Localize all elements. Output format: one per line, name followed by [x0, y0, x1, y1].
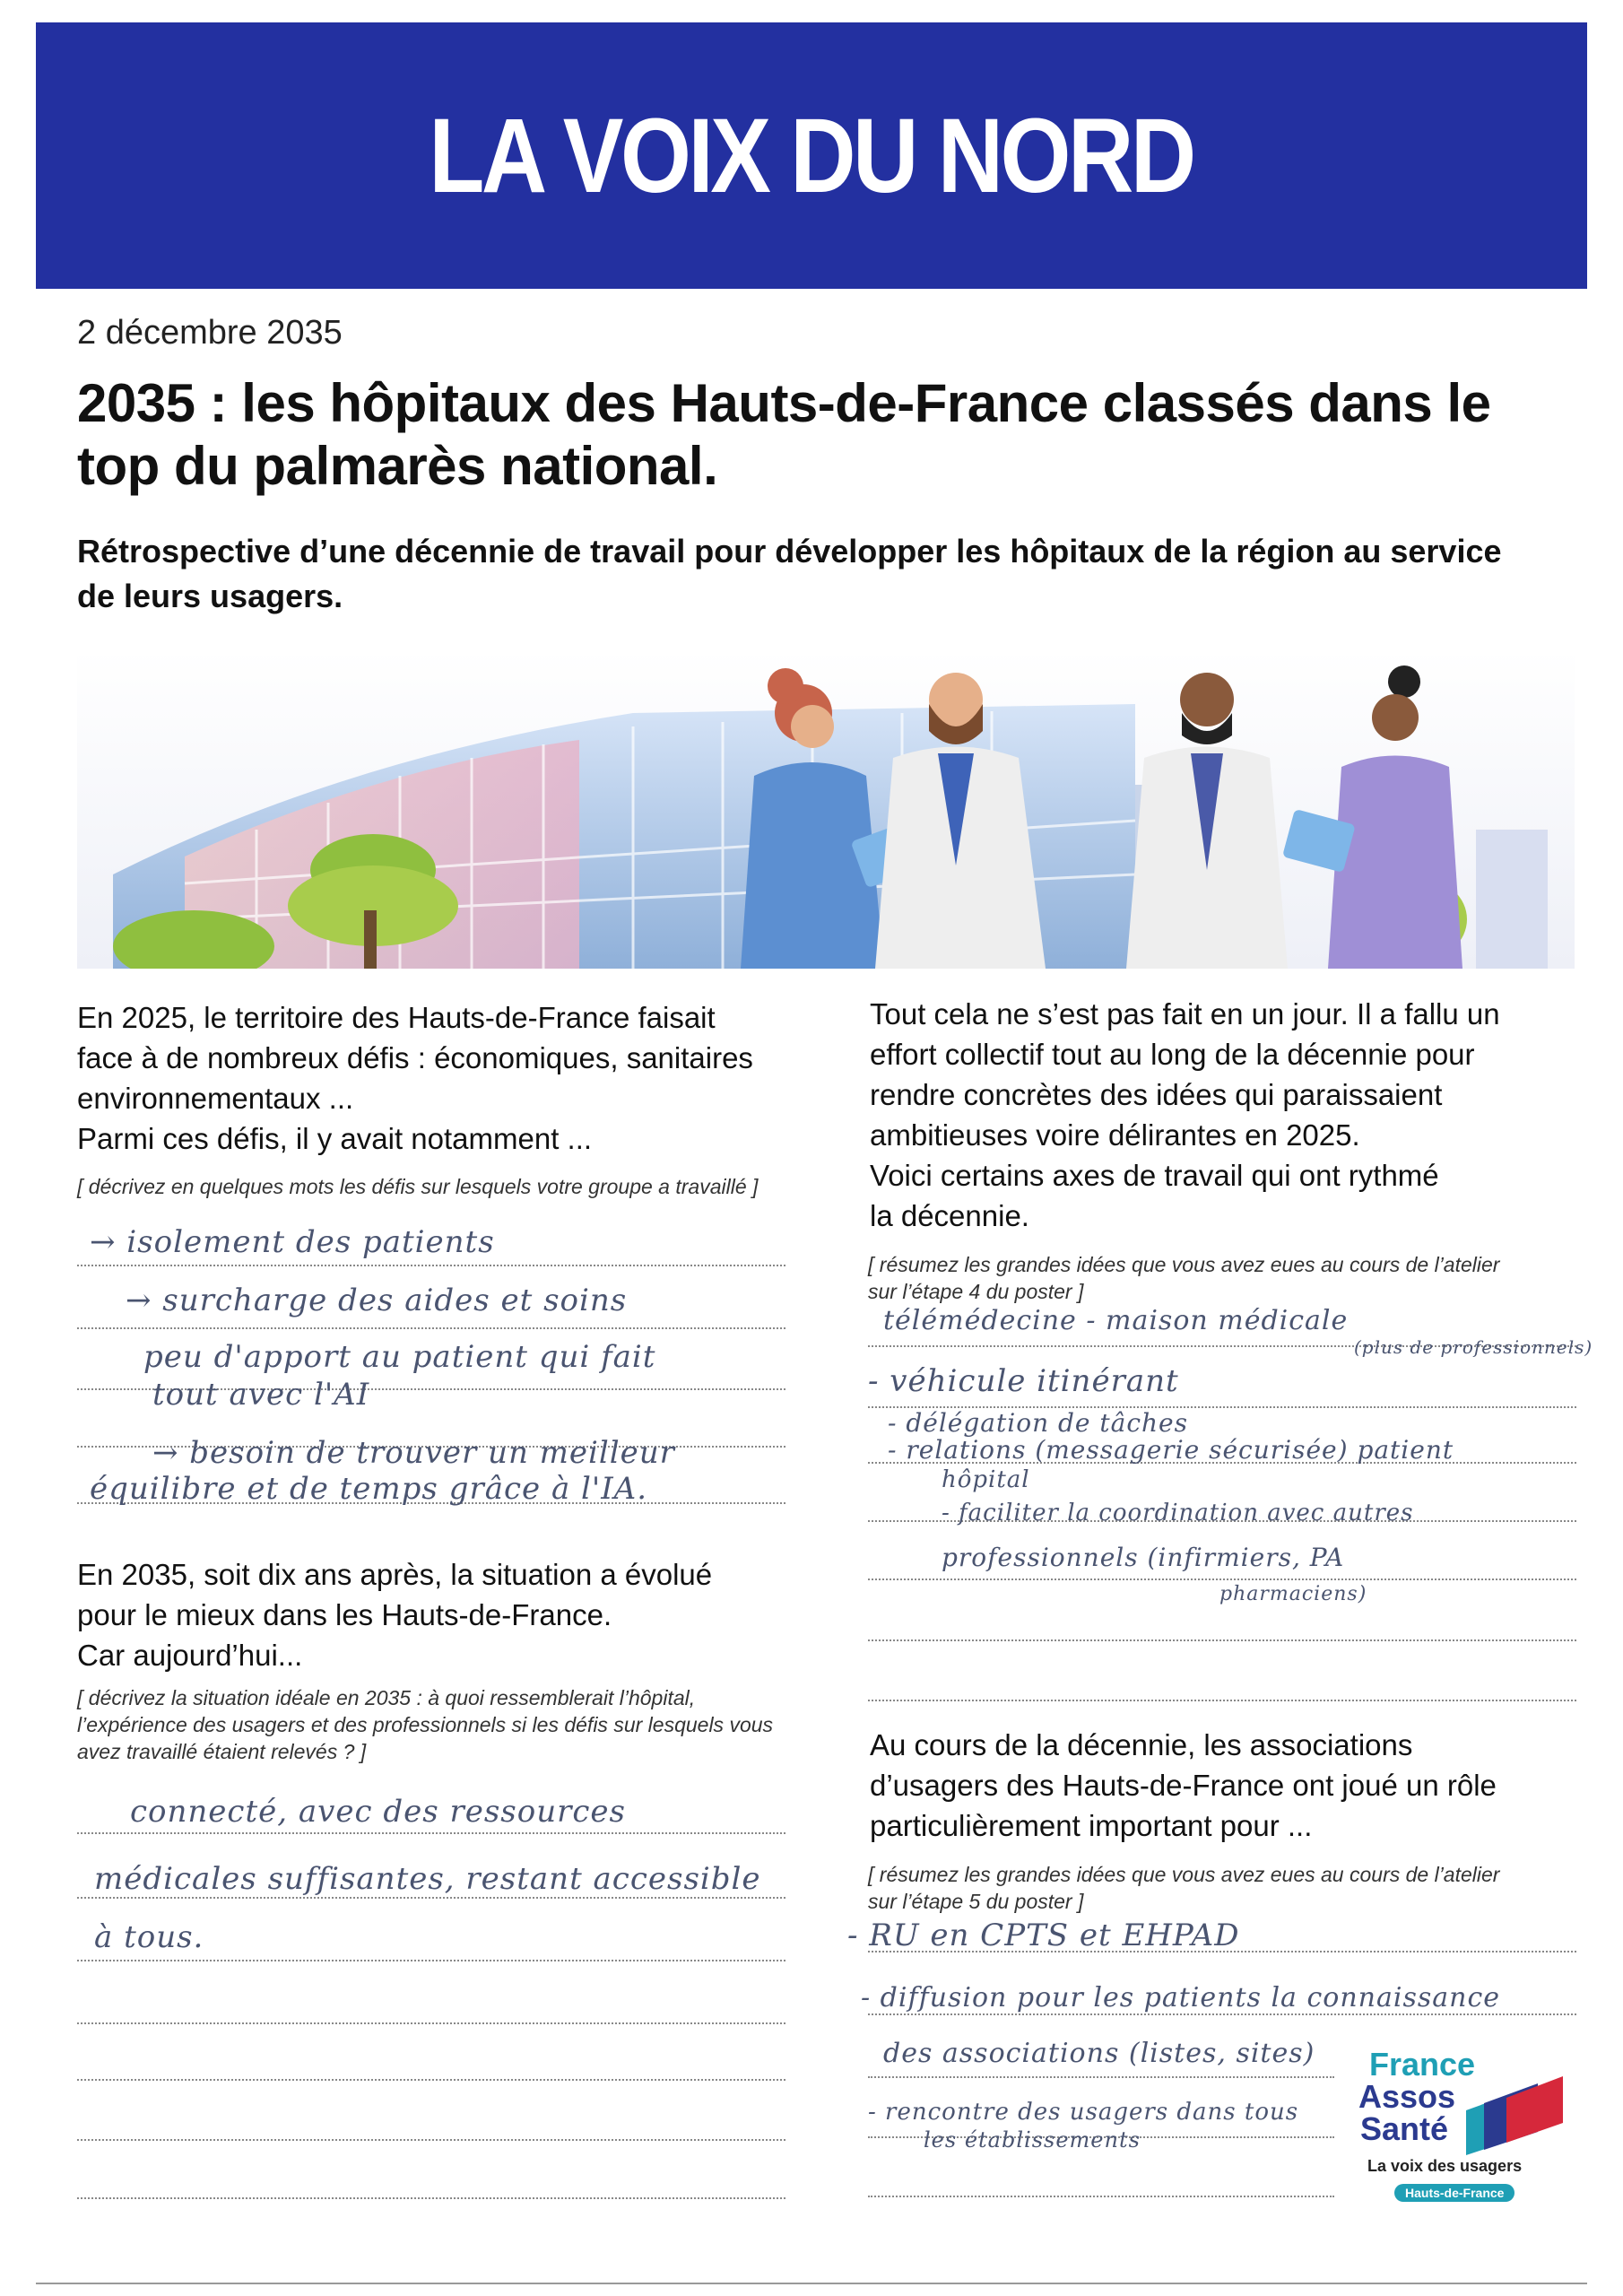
handwritten-note: équilibre et de temps grâce à l'IA.: [90, 1471, 648, 1507]
handwritten-note: → surcharge des aides et soins: [126, 1283, 628, 1318]
handwritten-note: - RU en CPTS et EHPAD: [847, 1918, 1240, 1953]
section-3-line: rendre concrètes des idées qui paraissaient: [870, 1078, 1443, 1111]
section-4-hint-line: sur l’étape 5 du poster ]: [868, 1890, 1084, 1913]
section-2-line: Car aujourd’hui...: [77, 1639, 303, 1672]
handwritten-note: - véhicule itinérant: [868, 1363, 1179, 1399]
article-date: 2 décembre 2035: [77, 314, 343, 352]
writing-line: [77, 2139, 785, 2141]
writing-line: [77, 1327, 785, 1329]
handwritten-note: - diffusion pour les patients la connaissance: [861, 1982, 1501, 2013]
section-4-hint: [868, 1861, 1576, 1915]
section-4-line: Au cours de la décennie, les associations: [870, 1728, 1413, 1761]
handwritten-note: professionnels (infirmiers, PA: [942, 1543, 1345, 1572]
section-3-line: Tout cela ne s’est pas fait en un jour. Il a fallu un: [870, 997, 1500, 1031]
masthead: [36, 22, 1587, 289]
writing-line: [868, 2013, 1576, 2015]
writing-line: [77, 2022, 785, 2024]
writing-line: [77, 1960, 785, 1961]
section-4-line: d’usagers des Hauts-de-France ont joué un rôle: [870, 1769, 1497, 1802]
hospital-illustration: [77, 650, 1575, 969]
writing-line: [77, 2197, 785, 2199]
article-subheadline: Rétrospective d’une décennie de travail pour développer les hôpitaux de la région au service de leurs usagers.: [77, 533, 1502, 614]
writing-line: [868, 1639, 1576, 1641]
logo-flag-icon: [1466, 2076, 1565, 2157]
writing-line: [77, 1897, 785, 1899]
section-1-line: Parmi ces défis, il y avait notamment ...: [77, 1122, 593, 1155]
logo-tagline: La voix des usagers: [1367, 2157, 1523, 2175]
masthead-title: LA VOIX DU NORD: [429, 96, 1194, 215]
section-3-text: [870, 994, 1578, 1236]
handwritten-note: les établissements: [924, 2127, 1141, 2152]
handwritten-note: - rencontre des usagers dans tous: [868, 2099, 1299, 2126]
writing-line: [77, 2079, 785, 2081]
section-1-line: face à de nombreux défis : économiques, sanitaires: [77, 1041, 753, 1074]
section-3-line: la décennie.: [870, 1199, 1029, 1232]
section-3-line: ambitieuses voire délirantes en 2025.: [870, 1118, 1360, 1152]
writing-line: [868, 2196, 1334, 2197]
writing-line: [77, 1265, 785, 1266]
section-4-hint-line: [ résumez les grandes idées que vous avez eues au cours de l’atelier: [868, 1863, 1500, 1886]
writing-line: [868, 1700, 1576, 1701]
article-headline: 2035 : les hôpitaux des Hauts-de-France classés dans le top du palmarès national.: [77, 373, 1491, 496]
handwritten-note: pharmaciens): [1219, 1583, 1367, 1605]
handwritten-note: (plus de professionnels): [1354, 1336, 1593, 1358]
section-1-text: [77, 997, 830, 1159]
handwritten-note: - faciliter la coordination avec autres: [942, 1500, 1414, 1526]
handwritten-note: connecté, avec des ressources: [130, 1794, 626, 1830]
section-1-line: environnementaux ...: [77, 1082, 354, 1115]
handwritten-note: des associations (listes, sites): [883, 2038, 1315, 2069]
handwritten-note: télémédecine - maison médicale: [883, 1305, 1349, 1336]
section-1-hint: [ décrivez en quelques mots les défis sur lesquels votre groupe a travaillé ]: [77, 1175, 759, 1198]
section-2-hint-line: [ décrivez la situation idéale en 2035 : à quoi ressemblerait l’hôpital,: [77, 1686, 696, 1709]
handwritten-note: - délégation de tâches: [888, 1408, 1188, 1438]
logo-line-2: Assos: [1358, 2078, 1456, 2115]
writing-line: [868, 1578, 1576, 1580]
france-assos-sante-logo: [1350, 2040, 1565, 2211]
section-4-line: particulièrement important pour ...: [870, 1809, 1313, 1842]
logo-line-1: France: [1369, 2046, 1476, 2083]
section-2-hint-line: avez travaillé étaient relevés ? ]: [77, 1740, 367, 1763]
handwritten-note: → isolement des patients: [90, 1224, 495, 1260]
section-2-line: pour le mieux dans les Hauts-de-France.: [77, 1598, 612, 1631]
handwritten-note: à tous.: [94, 1919, 204, 1955]
section-4-text: [870, 1725, 1578, 1846]
writing-line: [868, 2076, 1334, 2078]
section-3-hint-line: sur l’étape 4 du poster ]: [868, 1280, 1084, 1303]
section-2-line: En 2035, soit dix ans après, la situation a évolué: [77, 1558, 713, 1591]
handwritten-note: - relations (messagerie sécurisée) patient: [888, 1435, 1454, 1465]
section-3-line: effort collectif tout au long de la décennie pour: [870, 1038, 1475, 1071]
bottom-divider: [36, 2283, 1587, 2284]
section-2-text: [77, 1554, 830, 1675]
handwritten-note: hôpital: [942, 1466, 1030, 1493]
logo-line-3: Santé: [1360, 2110, 1449, 2147]
section-2-hint-line: l’expérience des usagers et des professionnels si les défis sur lesquels vous: [77, 1713, 774, 1736]
handwritten-note: peu d'apport au patient qui fait: [143, 1339, 656, 1375]
logo-region-badge: Hauts-de-France: [1394, 2184, 1515, 2202]
section-3-hint: [868, 1251, 1576, 1305]
handwritten-note: → besoin de trouver un meilleur: [152, 1435, 675, 1471]
handwritten-note: tout avec l'AI: [152, 1377, 370, 1413]
section-3-line: Voici certains axes de travail qui ont rythmé: [870, 1159, 1439, 1192]
section-3-hint-line: [ résumez les grandes idées que vous avez eues au cours de l’atelier: [868, 1253, 1500, 1276]
section-2-hint: [77, 1684, 830, 1765]
writing-line: [77, 1832, 785, 1834]
handwritten-note: médicales suffisantes, restant accessible: [94, 1861, 761, 1897]
section-1-line: En 2025, le territoire des Hauts-de-France faisait: [77, 1001, 716, 1034]
